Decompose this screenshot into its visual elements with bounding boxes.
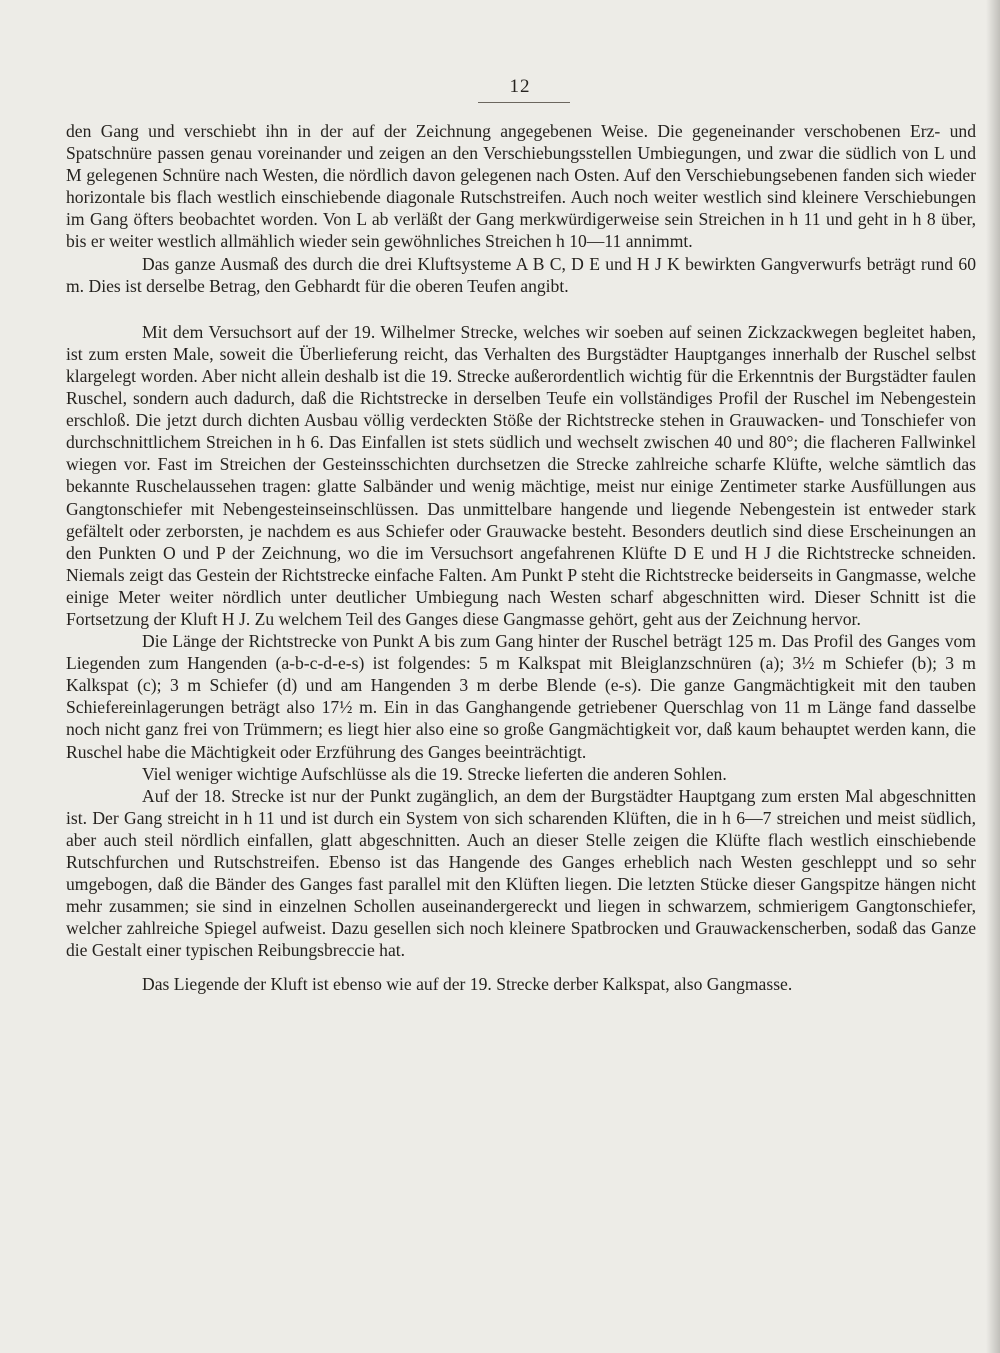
paragraph: Das ganze Ausmaß des durch die drei Kluftsysteme A B C, D E und H J K bewirkten Gangverwurfs beträgt rund 60 m. Dies ist derselbe Betrag, den Gebhardt für die oberen Teufen angibt. [66, 253, 976, 296]
page-number: 12 [509, 76, 531, 97]
paragraph: Auf der 18. Strecke ist nur der Punkt zugänglich, an dem der Burgstädter Hauptgang zum ersten Mal abgeschnitten ist. Der Gang streicht in h 11 und ist durch ein System von sich scharenden Klüften, die in h 6—7 streichen und meist südlich, aber auch steil nördlich einfallen, glatt abgeschnitten. Auch an dieser Stelle zeigen die Klüfte flach westlich einschiebende Rutschfurchen und Rutschstreifen. Ebenso ist das Hangende des Ganges erheblich nach Westen geschleppt und so sehr umgebogen, daß die Bänder des Ganges fast parallel mit den Klüften liegen. Die letzten Stücke dieser Gangspitze hängen nicht mehr zusammen; sie sind in einzelnen Schollen auseinandergereckt und liegen in schwarzem, schmierigem Gangtonschiefer, welcher zahlreiche Spiegel aufweist. Dazu gesellen sich noch kleinere Spatbrocken und Grauwackenscherben, sodaß das Ganze die Gestalt einer typischen Reibungsbreccie hat. [66, 785, 976, 961]
paragraph: Die Länge der Richtstrecke von Punkt A bis zum Gang hinter der Ruschel beträgt 125 m. Das Profil des Ganges vom Liegenden zum Hangenden (a-b-c-d-e-s) ist folgendes: 5 m Kalkspat mit Bleiglanzschnüren (a); 3½ m Schiefer (b); 3 m Kalkspat (c); 3 m Schiefer (d) und am Hangenden 3 m derbe Blende (e-s). Die ganze Gangmächtigkeit mit den tauben Schiefereinlagerungen beträgt also 17½ m. Ein in das Ganghangende getriebener Querschlag von 11 m Länge fand dasselbe noch nicht ganz frei von Trümmern; es liegt hier also eine so große Gangmächtigkeit vor, daß kaum behauptet werden kann, die Ruschel habe die Mächtigkeit oder Erzführung des Ganges beeinträchtigt. [66, 631, 976, 762]
paragraph: den Gang und verschiebt ihn in der auf der Zeichnung angegebenen Weise. Die gegeneinander verschobenen Erz- und Spatschnüre passen genau voreinander und zeigen an den Verschiebungsstellen Umbiegungen, und zwar die südlich von L und M gelegenen Schnüre nach Westen, die nördlich davon gelegenen nach Osten. Auf den Verschiebungsebenen fanden sich wieder horizontale bis flach westlich einschiebende diagonale Rutschstreifen. Auch noch weiter westlich sind kleinere Verschiebungen im Gang öfters beobachtet worden. Von L ab verläßt der Gang merkwürdigerweise sein Streichen in h 11 und geht in h 8 über, bis er weiter westlich allmählich wieder sein gewöhnliches Streichen h 10—11 annimmt. [66, 121, 976, 252]
paragraph: Das Liegende der Kluft ist ebenso wie auf der 19. Strecke derber Kalkspat, also Gangmasse. [142, 974, 793, 995]
body-text [66, 120, 976, 996]
page-number-rule [478, 102, 570, 103]
paragraph: Viel weniger wichtige Aufschlüsse als die 19. Strecke lieferten die anderen Sohlen. [142, 763, 727, 784]
page-edge-shadow [986, 0, 1000, 1353]
paragraph: Mit dem Versuchsort auf der 19. Wilhelmer Strecke, welches wir soeben auf seinen Zickzackwegen begleitet haben, ist zum ersten Male, soweit die Überlieferung reicht, das Verhalten des Burgstädter Hauptganges innerhalb der Ruschel selbst klargelegt worden. Aber nicht allein deshalb ist die 19. Strecke außerordentlich wichtig für die Erkenntnis der Burgstädter faulen Ruschel, sondern auch dadurch, daß die Richtstrecke in derselben Teufe ein vollständiges Profil der Ruschel im Nebengestein erschloß. Die jetzt durch dichten Ausbau völlig verdeckten Stöße der Richtstrecke stehen in Grauwacken- und Tonschiefer von durchschnittlichem Streichen in h 6. Das Einfallen ist stets südlich und wechselt zwischen 40 und 80°; die flacheren Fallwinkel wiegen vor. Fast im Streichen der Gesteinsschichten durchsetzen die Strecke zahlreiche scharfe Klüfte, welche sämtlich das bekannte Ruschelaussehen tragen: glatte Salbänder und wenig mächtige, meist nur einige Zentimeter starke Ausfüllungen aus Gangtonschiefer mit Nebengesteinseinschlüssen. Das unmittelbare hangende und liegende Nebengestein ist entweder stark gefältelt oder zerborsten, je nachdem es aus Schiefer oder Grauwacke besteht. Besonders deutlich sind diese Erscheinungen an den Punkten O und P der Zeichnung, wo die im Versuchsort angefahrenen Klüfte D E und H J die Richtstrecke schneiden. Niemals zeigt das Gestein der Richtstrecke einfache Falten. Am Punkt P steht die Richtstrecke beiderseits in Gangmasse, welche einige Meter weiter nördlich unter deutlicher Umbiegung nach Westen scharf abgeschnitten wird. Dieser Schnitt ist die Fortsetzung der Kluft H J. Zu welchem Teil des Ganges diese Gangmasse gehört, geht aus der Zeichnung hervor. [66, 321, 976, 629]
